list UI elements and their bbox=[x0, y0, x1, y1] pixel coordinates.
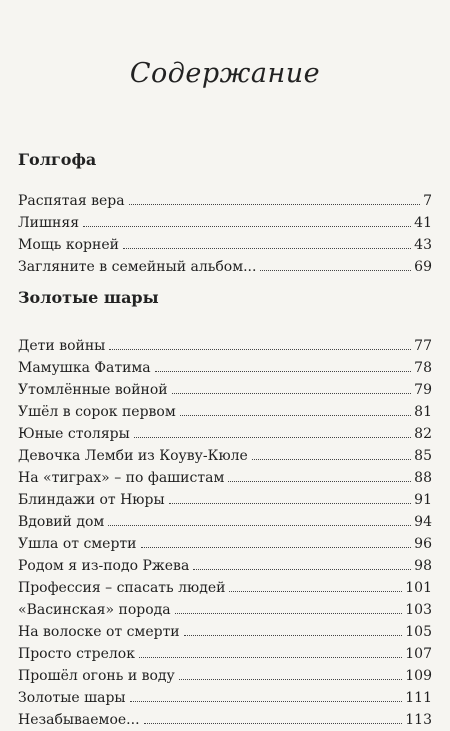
dot-leader bbox=[139, 656, 402, 658]
toc-entry-page-number: 111 bbox=[405, 690, 432, 706]
toc-entry-page-number: 105 bbox=[405, 624, 432, 640]
dot-leader bbox=[172, 392, 412, 394]
dot-leader bbox=[141, 546, 412, 548]
section-title: Голгофа bbox=[18, 150, 97, 169]
toc-entry bbox=[18, 445, 432, 467]
toc-entry-page-number: 43 bbox=[414, 237, 432, 253]
toc-entry-title: На волоске от смерти bbox=[18, 624, 180, 640]
toc-entry-title: Ушёл в сорок первом bbox=[18, 404, 176, 420]
toc-entry-page-number: 96 bbox=[414, 536, 432, 552]
toc-entry-page-number: 7 bbox=[423, 193, 432, 209]
toc-entry-page-number: 69 bbox=[414, 259, 432, 275]
toc-entry bbox=[18, 467, 432, 489]
toc-entry-title: Родом я из-подо Ржева bbox=[18, 558, 190, 574]
toc-entry-title: «Васинская» порода bbox=[18, 602, 171, 618]
toc-entry-page-number: 98 bbox=[414, 558, 432, 574]
toc-entry bbox=[18, 577, 432, 599]
dot-leader bbox=[228, 480, 411, 482]
toc-entry-title: На «тиграх» – по фашистам bbox=[18, 470, 225, 486]
toc-entry-title: Золотые шары bbox=[18, 690, 126, 706]
toc-entry-page-number: 41 bbox=[414, 215, 432, 231]
toc-entry bbox=[18, 555, 432, 577]
toc-entry bbox=[18, 401, 432, 423]
dot-leader bbox=[179, 678, 402, 680]
dot-leader bbox=[108, 524, 411, 526]
dot-leader bbox=[180, 414, 411, 416]
dot-leader bbox=[175, 612, 403, 614]
dot-leader bbox=[83, 225, 411, 227]
toc-entry-title: Загляните в семейный альбом... bbox=[18, 259, 257, 275]
dot-leader bbox=[169, 502, 412, 504]
toc-entry-page-number: 88 bbox=[414, 470, 432, 486]
toc-entry bbox=[18, 621, 432, 643]
toc-entry-page-number: 103 bbox=[405, 602, 432, 618]
toc-entry-page-number: 113 bbox=[405, 712, 432, 728]
toc-entry-title: Блиндажи от Нюры bbox=[18, 492, 165, 508]
dot-leader bbox=[109, 348, 411, 350]
toc-entry-title: Вдовий дом bbox=[18, 514, 105, 530]
toc-list bbox=[18, 335, 432, 731]
toc-entry-page-number: 82 bbox=[414, 426, 432, 442]
toc-entry bbox=[18, 709, 432, 731]
toc-list bbox=[18, 190, 432, 278]
dot-leader bbox=[129, 203, 420, 205]
toc-entry bbox=[18, 379, 432, 401]
toc-entry-title: Юные столяры bbox=[18, 426, 130, 442]
toc-entry bbox=[18, 190, 432, 212]
dot-leader bbox=[155, 370, 412, 372]
toc-entry-title: Ушла от смерти bbox=[18, 536, 137, 552]
toc-entry-title: Мамушка Фатима bbox=[18, 360, 151, 376]
toc-entry bbox=[18, 489, 432, 511]
toc-entry-title: Просто стрелок bbox=[18, 646, 135, 662]
toc-entry-title: Распятая вера bbox=[18, 193, 125, 209]
dot-leader bbox=[260, 269, 411, 271]
toc-entry bbox=[18, 599, 432, 621]
toc-entry-page-number: 78 bbox=[414, 360, 432, 376]
dot-leader bbox=[193, 568, 411, 570]
toc-entry-page-number: 79 bbox=[414, 382, 432, 398]
toc-entry bbox=[18, 423, 432, 445]
dot-leader bbox=[134, 436, 411, 438]
contents-title: Содержание bbox=[129, 58, 321, 89]
toc-entry bbox=[18, 234, 432, 256]
toc-entry-title: Профессия – спасать людей bbox=[18, 580, 226, 596]
toc-entry-title: Девочка Лемби из Коуву-Кюле bbox=[18, 448, 248, 464]
toc-entry-page-number: 77 bbox=[414, 338, 432, 354]
dot-leader bbox=[123, 247, 411, 249]
toc-entry bbox=[18, 335, 432, 357]
toc-entry-title: Незабываемое... bbox=[18, 712, 140, 728]
toc-entry bbox=[18, 511, 432, 533]
dot-leader bbox=[252, 458, 411, 460]
toc-entry-page-number: 107 bbox=[405, 646, 432, 662]
toc-entry bbox=[18, 256, 432, 278]
toc-entry-page-number: 109 bbox=[405, 668, 432, 684]
section-golgofa bbox=[18, 150, 432, 278]
toc-entry-title: Мощь корней bbox=[18, 237, 119, 253]
toc-entry-page-number: 81 bbox=[414, 404, 432, 420]
dot-leader bbox=[144, 722, 403, 724]
dot-leader bbox=[229, 590, 402, 592]
toc-entry-page-number: 94 bbox=[414, 514, 432, 530]
toc-entry-title: Утомлённые войной bbox=[18, 382, 168, 398]
toc-entry-title: Лишняя bbox=[18, 215, 80, 231]
toc-entry-page-number: 91 bbox=[414, 492, 432, 508]
toc-entry bbox=[18, 212, 432, 234]
toc-entry-title: Дети войны bbox=[18, 338, 106, 354]
toc-entry-page-number: 85 bbox=[414, 448, 432, 464]
toc-entry bbox=[18, 665, 432, 687]
toc-entry bbox=[18, 643, 432, 665]
dot-leader bbox=[184, 634, 403, 636]
section-title: Золотые шары bbox=[18, 288, 159, 307]
toc-entry bbox=[18, 357, 432, 379]
toc-entry bbox=[18, 687, 432, 709]
toc-entry-page-number: 101 bbox=[405, 580, 432, 596]
toc-entry bbox=[18, 533, 432, 555]
toc-entry-title: Прошёл огонь и воду bbox=[18, 668, 175, 684]
dot-leader bbox=[130, 700, 403, 702]
section-zolotye-shary bbox=[18, 288, 432, 731]
